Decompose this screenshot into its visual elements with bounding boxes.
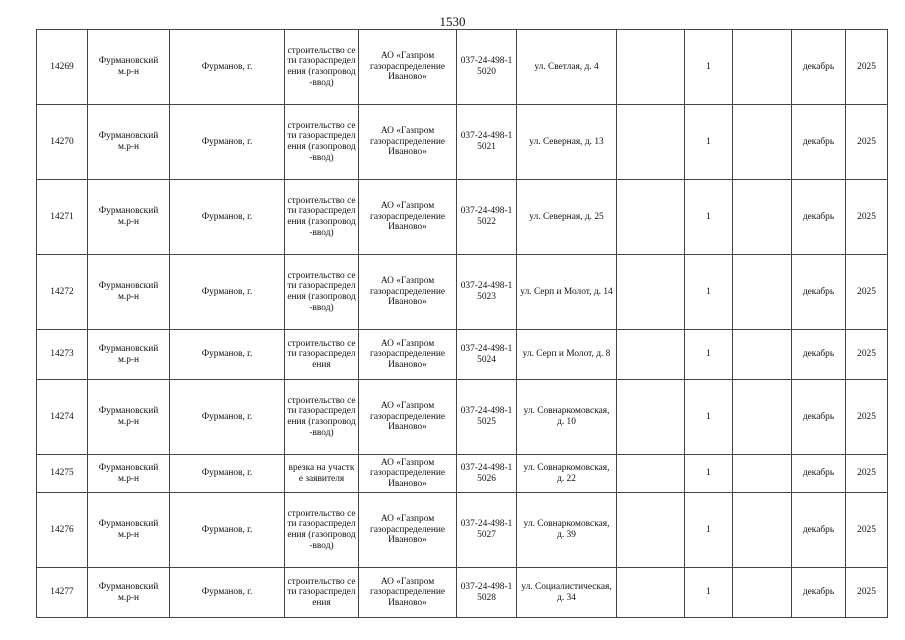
table-row — [37, 380, 888, 455]
code-cell: 037-24-498-15026 — [457, 455, 517, 493]
work-type-cell: строительство сети газораспределения (газопровод-ввод) — [285, 180, 359, 255]
table-row — [37, 180, 888, 255]
month-cell: декабрь — [792, 30, 846, 105]
district-cell: Фурмановский м.р-н — [88, 180, 170, 255]
empty-cell — [733, 455, 792, 493]
company-cell: АО «Газпром газораспределение Иваново» — [359, 105, 457, 180]
company-cell: АО «Газпром газораспределение Иваново» — [359, 493, 457, 568]
district-cell: Фурмановский м.р-н — [88, 493, 170, 568]
district-cell: Фурмановский м.р-н — [88, 330, 170, 380]
quantity-cell: 1 — [685, 255, 733, 330]
table-row — [37, 330, 888, 380]
locality-cell: Фурманов, г. — [170, 30, 285, 105]
code-cell: 037-24-498-15025 — [457, 380, 517, 455]
company-cell: АО «Газпром газораспределение Иваново» — [359, 180, 457, 255]
year-cell: 2025 — [846, 455, 888, 493]
empty-cell — [733, 105, 792, 180]
table-row — [37, 455, 888, 493]
address-cell: ул. Светлая, д. 4 — [517, 30, 617, 105]
company-cell: АО «Газпром газораспределение Иваново» — [359, 455, 457, 493]
registry-table — [36, 29, 888, 618]
address-cell: ул. Совнаркомовская, д. 10 — [517, 380, 617, 455]
locality-cell: Фурманов, г. — [170, 330, 285, 380]
address-cell: ул. Северная, д. 13 — [517, 105, 617, 180]
district-cell: Фурмановский м.р-н — [88, 105, 170, 180]
year-cell: 2025 — [846, 493, 888, 568]
quantity-cell: 1 — [685, 493, 733, 568]
quantity-cell: 1 — [685, 330, 733, 380]
month-cell: декабрь — [792, 180, 846, 255]
year-cell: 2025 — [846, 105, 888, 180]
row-id: 14272 — [37, 255, 88, 330]
work-type-cell: строительство сети газораспределения — [285, 330, 359, 380]
locality-cell: Фурманов, г. — [170, 455, 285, 493]
empty-cell — [617, 455, 685, 493]
locality-cell: Фурманов, г. — [170, 568, 285, 618]
empty-cell — [617, 255, 685, 330]
empty-cell — [617, 180, 685, 255]
empty-cell — [733, 30, 792, 105]
locality-cell: Фурманов, г. — [170, 255, 285, 330]
month-cell: декабрь — [792, 330, 846, 380]
table-row — [37, 568, 888, 618]
empty-cell — [733, 255, 792, 330]
table-row — [37, 493, 888, 568]
quantity-cell: 1 — [685, 568, 733, 618]
year-cell: 2025 — [846, 568, 888, 618]
year-cell: 2025 — [846, 180, 888, 255]
address-cell: ул. Совнаркомовская, д. 39 — [517, 493, 617, 568]
work-type-cell: врезка на участке заявителя — [285, 455, 359, 493]
quantity-cell: 1 — [685, 180, 733, 255]
work-type-cell: строительство сети газораспределения (газопровод-ввод) — [285, 493, 359, 568]
empty-cell — [733, 493, 792, 568]
row-id: 14271 — [37, 180, 88, 255]
month-cell: декабрь — [792, 455, 846, 493]
year-cell: 2025 — [846, 30, 888, 105]
row-id: 14269 — [37, 30, 88, 105]
empty-cell — [617, 330, 685, 380]
quantity-cell: 1 — [685, 105, 733, 180]
year-cell: 2025 — [846, 380, 888, 455]
empty-cell — [617, 568, 685, 618]
empty-cell — [733, 330, 792, 380]
district-cell: Фурмановский м.р-н — [88, 255, 170, 330]
quantity-cell: 1 — [685, 380, 733, 455]
district-cell: Фурмановский м.р-н — [88, 568, 170, 618]
row-id: 14277 — [37, 568, 88, 618]
row-id: 14275 — [37, 455, 88, 493]
district-cell: Фурмановский м.р-н — [88, 380, 170, 455]
month-cell: декабрь — [792, 380, 846, 455]
address-cell: ул. Серп и Молот, д. 14 — [517, 255, 617, 330]
month-cell: декабрь — [792, 568, 846, 618]
code-cell: 037-24-498-15023 — [457, 255, 517, 330]
district-cell: Фурмановский м.р-н — [88, 455, 170, 493]
locality-cell: Фурманов, г. — [170, 493, 285, 568]
year-cell: 2025 — [846, 255, 888, 330]
company-cell: АО «Газпром газораспределение Иваново» — [359, 30, 457, 105]
address-cell: ул. Северная, д. 25 — [517, 180, 617, 255]
company-cell: АО «Газпром газораспределение Иваново» — [359, 568, 457, 618]
empty-cell — [617, 30, 685, 105]
empty-cell — [733, 180, 792, 255]
row-id: 14274 — [37, 380, 88, 455]
code-cell: 037-24-498-15022 — [457, 180, 517, 255]
table-row — [37, 30, 888, 105]
row-id: 14276 — [37, 493, 88, 568]
company-cell: АО «Газпром газораспределение Иваново» — [359, 330, 457, 380]
table-row — [37, 255, 888, 330]
code-cell: 037-24-498-15027 — [457, 493, 517, 568]
table-row — [37, 105, 888, 180]
quantity-cell: 1 — [685, 30, 733, 105]
locality-cell: Фурманов, г. — [170, 380, 285, 455]
year-cell: 2025 — [846, 330, 888, 380]
month-cell: декабрь — [792, 255, 846, 330]
work-type-cell: строительство сети газораспределения (газопровод-ввод) — [285, 380, 359, 455]
company-cell: АО «Газпром газораспределение Иваново» — [359, 255, 457, 330]
code-cell: 037-24-498-15020 — [457, 30, 517, 105]
month-cell: декабрь — [792, 105, 846, 180]
row-id: 14273 — [37, 330, 88, 380]
address-cell: ул. Совнаркомовская, д. 22 — [517, 455, 617, 493]
row-id: 14270 — [37, 105, 88, 180]
work-type-cell: строительство сети газораспределения (газопровод-ввод) — [285, 255, 359, 330]
code-cell: 037-24-498-15024 — [457, 330, 517, 380]
empty-cell — [733, 568, 792, 618]
month-cell: декабрь — [792, 493, 846, 568]
quantity-cell: 1 — [685, 455, 733, 493]
page-number: 1530 — [439, 14, 466, 29]
company-cell: АО «Газпром газораспределение Иваново» — [359, 380, 457, 455]
code-cell: 037-24-498-15021 — [457, 105, 517, 180]
work-type-cell: строительство сети газораспределения (газопровод-ввод) — [285, 105, 359, 180]
empty-cell — [617, 105, 685, 180]
district-cell: Фурмановский м.р-н — [88, 30, 170, 105]
locality-cell: Фурманов, г. — [170, 105, 285, 180]
code-cell: 037-24-498-15028 — [457, 568, 517, 618]
address-cell: ул. Социалистическая, д. 34 — [517, 568, 617, 618]
registry-rows — [37, 30, 888, 618]
locality-cell: Фурманов, г. — [170, 180, 285, 255]
empty-cell — [733, 380, 792, 455]
work-type-cell: строительство сети газораспределения (газопровод-ввод) — [285, 30, 359, 105]
empty-cell — [617, 493, 685, 568]
work-type-cell: строительство сети газораспределения — [285, 568, 359, 618]
address-cell: ул. Серп и Молот, д. 8 — [517, 330, 617, 380]
empty-cell — [617, 380, 685, 455]
